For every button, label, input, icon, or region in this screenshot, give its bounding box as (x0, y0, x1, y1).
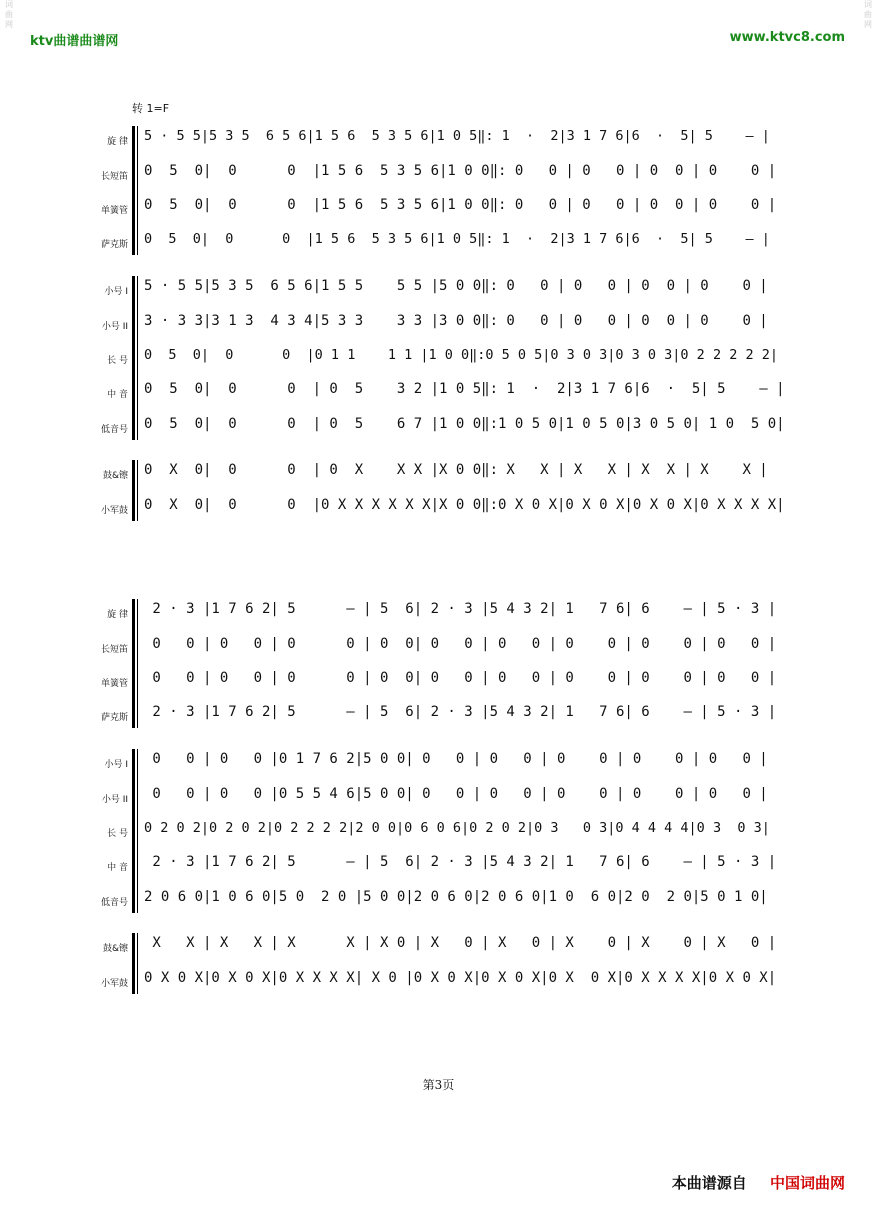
instrument-label: 鼓&镲 (102, 944, 128, 954)
instrument-label: 鼓&镲 (102, 471, 128, 481)
notation-line: 0 0 | 0 0 |0 5 5 4 6|5 0 0| 0 0 | 0 0 | 0 0 | 0 0 | 0 0 | (144, 786, 768, 802)
notation-line: 3 · 3 3|3 1 3 4 3 4|5 3 3 3 3 |3 0 0‖: 0 0 | 0 0 | 0 0 | 0 0 | (144, 313, 768, 329)
group-bracket-line (137, 460, 138, 521)
key-change: 转 1=F (132, 102, 170, 115)
header-site-name: ktv曲谱曲谱网 (30, 34, 119, 49)
instrument-label: 萨克斯 (100, 240, 128, 250)
instrument-label: 中 音 (107, 863, 128, 873)
instrument-label: 长短笛 (100, 645, 128, 655)
notation-line: 2 · 3 |1 7 6 2| 5 — | 5 6| 2 · 3 |5 4 3 2| 1 7 6| 6 — | 5 · 3 | (144, 601, 777, 617)
instrument-label: 小军鼓 (100, 979, 128, 989)
group-bracket (132, 460, 135, 521)
source-site: 中国词曲网 (769, 1174, 845, 1192)
notation-line: 2 0 6 0|1 0 6 0|5 0 2 0 |5 0 0|2 0 6 0|2 0 6 0|1 0 6 0|2 0 2 0|5 0 1 0| (144, 889, 768, 905)
side-watermark-right: 词 曲 网 (864, 0, 872, 29)
notation-line: 0 X 0 X|0 X 0 X|0 X X X X| X 0 |0 X 0 X|0 X 0 X|0 X 0 X|0 X X X X|0 X 0 X| (144, 970, 777, 986)
notation-line: 0 5 0| 0 0 |1 5 6 5 3 5 6|1 0 5‖: 1 · 2|3 1 7 6|6 · 5| 5 — | (144, 231, 770, 247)
group-bracket (132, 276, 135, 440)
notation-line: 0 0 | 0 0 | 0 0 | 0 0| 0 0 | 0 0 | 0 0 | 0 0 | 0 0 | (144, 670, 777, 686)
page-number: 第3页 (422, 1078, 455, 1092)
instrument-label: 长 号 (107, 829, 128, 839)
instrument-label: 旋 律 (107, 610, 128, 620)
notation-line: 0 2 0 2|0 2 0 2|0 2 2 2 2|2 0 0|0 6 0 6|0 2 0 2|0 3 0 3|0 4 4 4 4|0 3 0 3| (144, 820, 770, 836)
instrument-label: 小号 II (101, 795, 128, 805)
instrument-label: 小号 I (104, 760, 128, 770)
instrument-label: 长短笛 (100, 172, 128, 182)
notation-line: 0 0 | 0 0 | 0 0 | 0 0| 0 0 | 0 0 | 0 0 | 0 0 | 0 0 | (144, 636, 777, 652)
group-bracket-line (137, 599, 138, 728)
notation-line: 5 · 5 5|5 3 5 6 5 6|1 5 5 5 5 |5 0 0‖: 0 0 | 0 0 | 0 0 | 0 0 | (144, 278, 768, 294)
group-bracket (132, 749, 135, 913)
group-bracket-line (137, 126, 138, 255)
notation-line: 2 · 3 |1 7 6 2| 5 — | 5 6| 2 · 3 |5 4 3 2| 1 7 6| 6 — | 5 · 3 | (144, 704, 777, 720)
instrument-label: 中 音 (107, 390, 128, 400)
header-site-url: www.ktvc8.com (729, 30, 845, 45)
notation-line: 0 5 0| 0 0 |1 5 6 5 3 5 6|1 0 0‖: 0 0 | 0 0 | 0 0 | 0 0 | (144, 197, 777, 213)
notation-line: 0 5 0| 0 0 |0 1 1 1 1 |1 0 0‖:0 5 0 5|0 3 0 3|0 3 0 3|0 2 2 2 2 2| (144, 347, 778, 363)
group-bracket-line (137, 933, 138, 994)
instrument-label: 小号 I (104, 287, 128, 297)
notation-line: 5 · 5 5|5 3 5 6 5 6|1 5 6 5 3 5 6|1 0 5‖: 1 · 2|3 1 7 6|6 · 5| 5 — | (144, 128, 770, 144)
notation-line: 0 X 0| 0 0 | 0 X X X |X 0 0‖: X X | X X | X X | X X | (144, 462, 768, 478)
notation-line: 0 0 | 0 0 |0 1 7 6 2|5 0 0| 0 0 | 0 0 | 0 0 | 0 0 | 0 0 | (144, 751, 768, 767)
group-bracket (132, 599, 135, 728)
notation-line: 0 X 0| 0 0 |0 X X X X X X|X 0 0‖:0 X 0 X|0 X 0 X|0 X 0 X|0 X X X X| (144, 497, 785, 513)
footer-source (672, 1172, 845, 1193)
instrument-label: 单簧管 (100, 679, 128, 689)
instrument-label: 低音号 (100, 425, 128, 435)
instrument-label: 长 号 (107, 356, 128, 366)
instrument-label: 单簧管 (100, 206, 128, 216)
instrument-label: 萨克斯 (100, 713, 128, 723)
group-bracket (132, 126, 135, 255)
notation-line: 2 · 3 |1 7 6 2| 5 — | 5 6| 2 · 3 |5 4 3 2| 1 7 6| 6 — | 5 · 3 | (144, 854, 777, 870)
group-bracket-line (137, 749, 138, 913)
instrument-label: 小号 II (101, 322, 128, 332)
notation-line: 0 5 0| 0 0 | 0 5 3 2 |1 0 5‖: 1 · 2|3 1 7 6|6 · 5| 5 — | (144, 381, 785, 397)
notation-line: 0 5 0| 0 0 |1 5 6 5 3 5 6|1 0 0‖: 0 0 | 0 0 | 0 0 | 0 0 | (144, 163, 777, 179)
group-bracket-line (137, 276, 138, 440)
instrument-label: 小军鼓 (100, 506, 128, 516)
notation-line: 0 5 0| 0 0 | 0 5 6 7 |1 0 0‖:1 0 5 0|1 0 5 0|3 0 5 0| 1 0 5 0| (144, 416, 785, 432)
group-bracket (132, 933, 135, 994)
instrument-label: 旋 律 (107, 137, 128, 147)
source-prefix: 本曲谱源自 (671, 1174, 747, 1192)
side-watermark-left: 词 曲 网 (5, 0, 13, 29)
notation-line: X X | X X | X X | X 0 | X 0 | X 0 | X 0 | X 0 | X 0 | (144, 935, 777, 951)
instrument-label: 低音号 (100, 898, 128, 908)
